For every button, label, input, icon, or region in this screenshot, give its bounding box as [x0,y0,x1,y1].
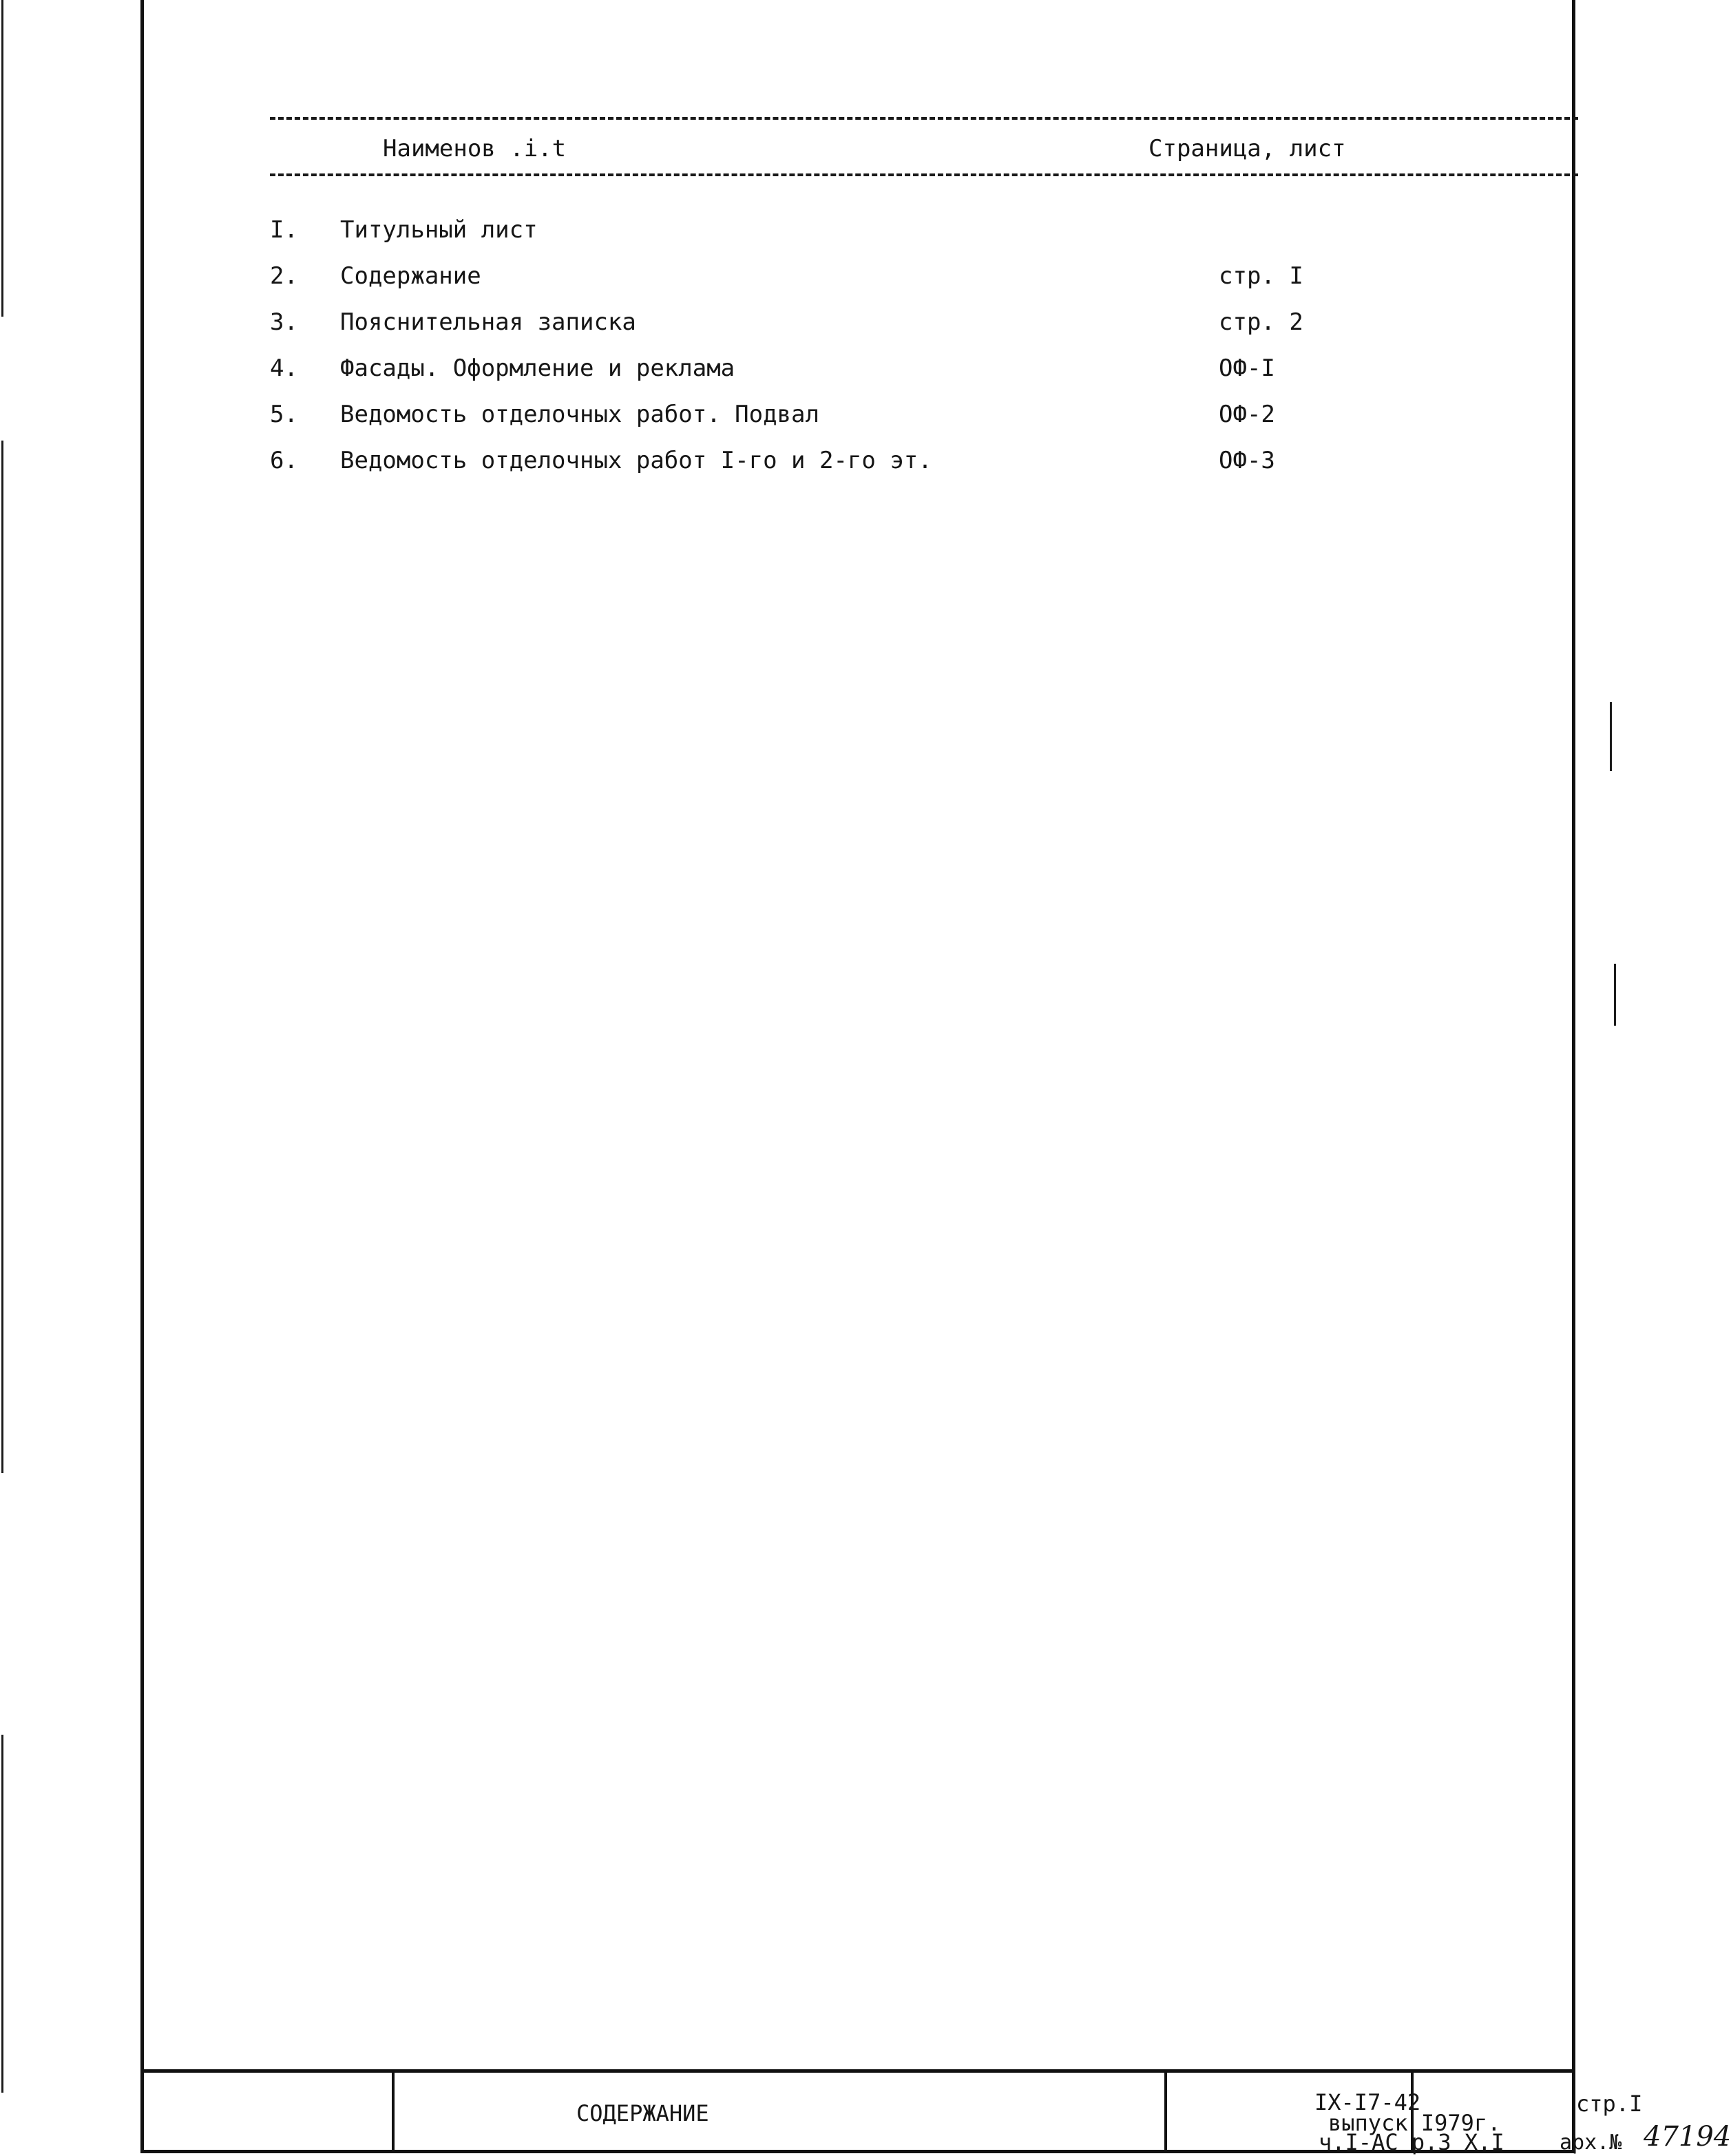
title-block-divider [1164,2073,1167,2153]
title-block-divider [392,2073,395,2153]
toc-row-title: Фасады. Оформление и реклама [340,355,735,382]
document-part: ч.I-АС р.3 Х.I [1319,2129,1504,2155]
header-bottom-rule [270,173,1578,176]
header-name-column: Наименов .і.t [383,135,567,162]
sheet-title: СОДЕРЖАНИЕ [576,2100,709,2126]
toc-row-page-ref: стр. 2 [1219,308,1303,336]
toc-row-page-ref: ОФ-I [1219,355,1275,382]
toc-row [270,216,1358,257]
header-page-column: Страница, лист [1148,135,1346,162]
toc-row-title: Титульный лист [340,216,538,244]
toc-row-number: 2. [270,262,298,290]
toc-row-title: Ведомость отделочных работ. Подвал [340,401,819,428]
archive-label: арх.№ [1560,2131,1622,2155]
toc-row-title: Содержание [340,262,481,290]
archive-number: 47194 [1644,2121,1731,2153]
toc-row [270,401,1358,442]
toc-row-page-ref: ОФ-2 [1219,401,1275,428]
title-block [144,2069,1731,2155]
page-number: стр.I [1576,2091,1643,2117]
toc-row-page-ref: ОФ-3 [1219,447,1275,474]
toc-row [270,262,1358,304]
toc-row-title: Ведомость отделочных работ I-го и 2-го эт. [340,447,932,474]
header-top-rule [270,117,1578,120]
toc-row [270,355,1358,396]
scan-mark-right [1610,702,1612,771]
toc-row-number: 3. [270,308,298,336]
toc-row-title: Пояснительная записка [340,308,636,336]
toc-row-number: 4. [270,355,298,382]
document-code: IX-I7-42 [1314,2089,1421,2115]
scan-mark-middle [1,441,3,1473]
toc-row-number: 6. [270,447,298,474]
toc-row-page-ref: стр. I [1219,262,1303,290]
scan-mark-top [1,0,3,317]
toc-row [270,447,1358,488]
toc-row [270,308,1358,350]
issue-year: выпуск I979г. [1328,2110,1501,2136]
scan-mark-bottom [1,1735,3,2093]
toc-row-number: I. [270,216,298,244]
toc-row-number: 5. [270,401,298,428]
scan-mark-right-lower [1614,964,1616,1026]
